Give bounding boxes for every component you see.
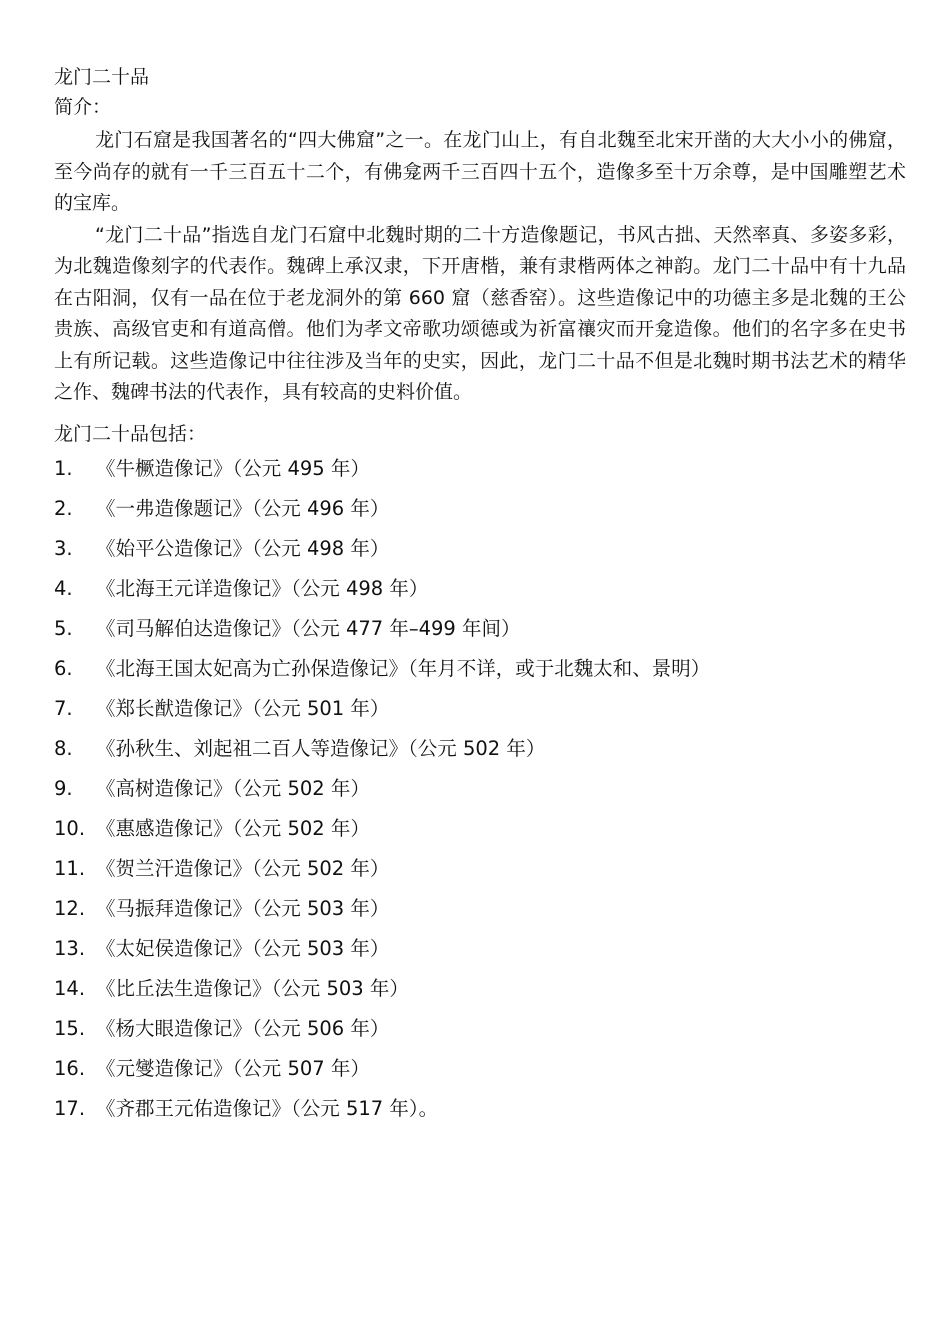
list-item: [54, 769, 906, 809]
list-item-text: 《始平公造像记》（公元 498 年）: [96, 536, 390, 560]
list-item-text: 《惠感造像记》（公元 502 年）: [96, 816, 370, 840]
list-heading: 龙门二十品包括：: [54, 422, 207, 445]
list-item-number: 7.: [54, 696, 73, 720]
list-item-text: 《牛橛造像记》（公元 495 年）: [96, 456, 370, 480]
list-item: [54, 809, 906, 849]
list-item-text: 《杨大眼造像记》（公元 506 年）: [96, 1016, 390, 1040]
list-item: [54, 889, 906, 929]
list-item-text: 《比丘法生造像记》（公元 503 年）: [96, 976, 409, 1000]
list-item: [54, 969, 906, 1009]
list-item-text: 《马振拜造像记》（公元 503 年）: [96, 896, 390, 920]
list-item-text: 《贺兰汗造像记》（公元 502 年）: [96, 856, 390, 880]
list-item-text: 《元燮造像记》（公元 507 年）: [96, 1056, 370, 1080]
list-item-text: 《一弗造像题记》（公元 496 年）: [96, 496, 390, 520]
list-item-number: 6.: [54, 656, 73, 680]
list-item: [54, 569, 906, 609]
list-item-number: 16.: [54, 1056, 86, 1080]
intro-label: 简介：: [54, 96, 112, 118]
intro-paragraph-1: 龙门石窟是我国著名的“四大佛窟”之一。在龙门山上，有自北魏至北宋开凿的大大小小的佛窟，至今尚存的就有一千三百五十二个，有佛龛两千三百四十五个，造像多至十万余尊，是中国雕塑艺术的宝库。: [54, 129, 906, 214]
list-item-number: 15.: [54, 1016, 86, 1040]
list-item-text: 《北海王国太妃高为亡孙保造像记》（年月不详，或于北魏太和、景明）: [96, 656, 711, 680]
list-item-text: 《太妃侯造像记》（公元 503 年）: [96, 936, 390, 960]
list-item-text: 《高树造像记》（公元 502 年）: [96, 776, 370, 800]
document-page: [54, 62, 906, 1129]
list-item-number: 9.: [54, 776, 73, 800]
list-item: [54, 1089, 906, 1129]
inscription-list: [54, 449, 906, 1129]
list-item: [54, 489, 906, 529]
list-item-text: 《司马解伯达造像记》（公元 477 年–499 年间）: [96, 616, 521, 640]
list-item-number: 11.: [54, 856, 86, 880]
list-item-text: 《齐郡王元佑造像记》（公元 517 年）。: [96, 1096, 439, 1120]
list-item-number: 4.: [54, 576, 73, 600]
list-item-number: 3.: [54, 536, 73, 560]
list-item-text: 《郑长猷造像记》（公元 501 年）: [96, 696, 390, 720]
list-item-number: 13.: [54, 936, 86, 960]
list-item-number: 12.: [54, 896, 86, 920]
list-item: [54, 689, 906, 729]
list-item: [54, 609, 906, 649]
list-item-number: 1.: [54, 456, 73, 480]
list-item: [54, 929, 906, 969]
list-item-number: 2.: [54, 496, 73, 520]
list-item: [54, 1009, 906, 1049]
list-item-number: 10.: [54, 816, 86, 840]
list-item-number: 5.: [54, 616, 73, 640]
list-item-number: 8.: [54, 736, 73, 760]
list-item-number: 14.: [54, 976, 86, 1000]
intro-paragraph-2: “龙门二十品”指选自龙门石窟中北魏时期的二十方造像题记，书风古拙、天然率真、多姿多彩，为北魏造像刻字的代表作。魏碑上承汉隶，下开唐楷，兼有隶楷两体之神韵。龙门二十品中有十九品在古阳洞，仅有一品在位于老龙洞外的第 660 窟（慈香窑）。这些造像记中的功德主多是北魏的王公贵族、高级官吏和有道高僧。他们为孝文帝歌功颂德或为祈富禳灾而开龛造像。他们的名字多在史书上有所记载。这些造像记中往往涉及当年的史实，因此，龙门二十品不但是北魏时期书法艺术的精华之作、魏碑书法的代表作，具有较高的史料价值。: [54, 223, 906, 403]
list-item: [54, 849, 906, 889]
list-item: [54, 649, 906, 689]
list-item-number: 17.: [54, 1096, 86, 1120]
list-item: [54, 1049, 906, 1089]
list-item: [54, 729, 906, 769]
list-item-text: 《孙秋生、刘起祖二百人等造像记》（公元 502 年）: [96, 736, 546, 760]
list-item: [54, 449, 906, 489]
document-title: 龙门二十品: [54, 66, 150, 88]
list-item-text: 《北海王元详造像记》（公元 498 年）: [96, 576, 429, 600]
list-item: [54, 529, 906, 569]
